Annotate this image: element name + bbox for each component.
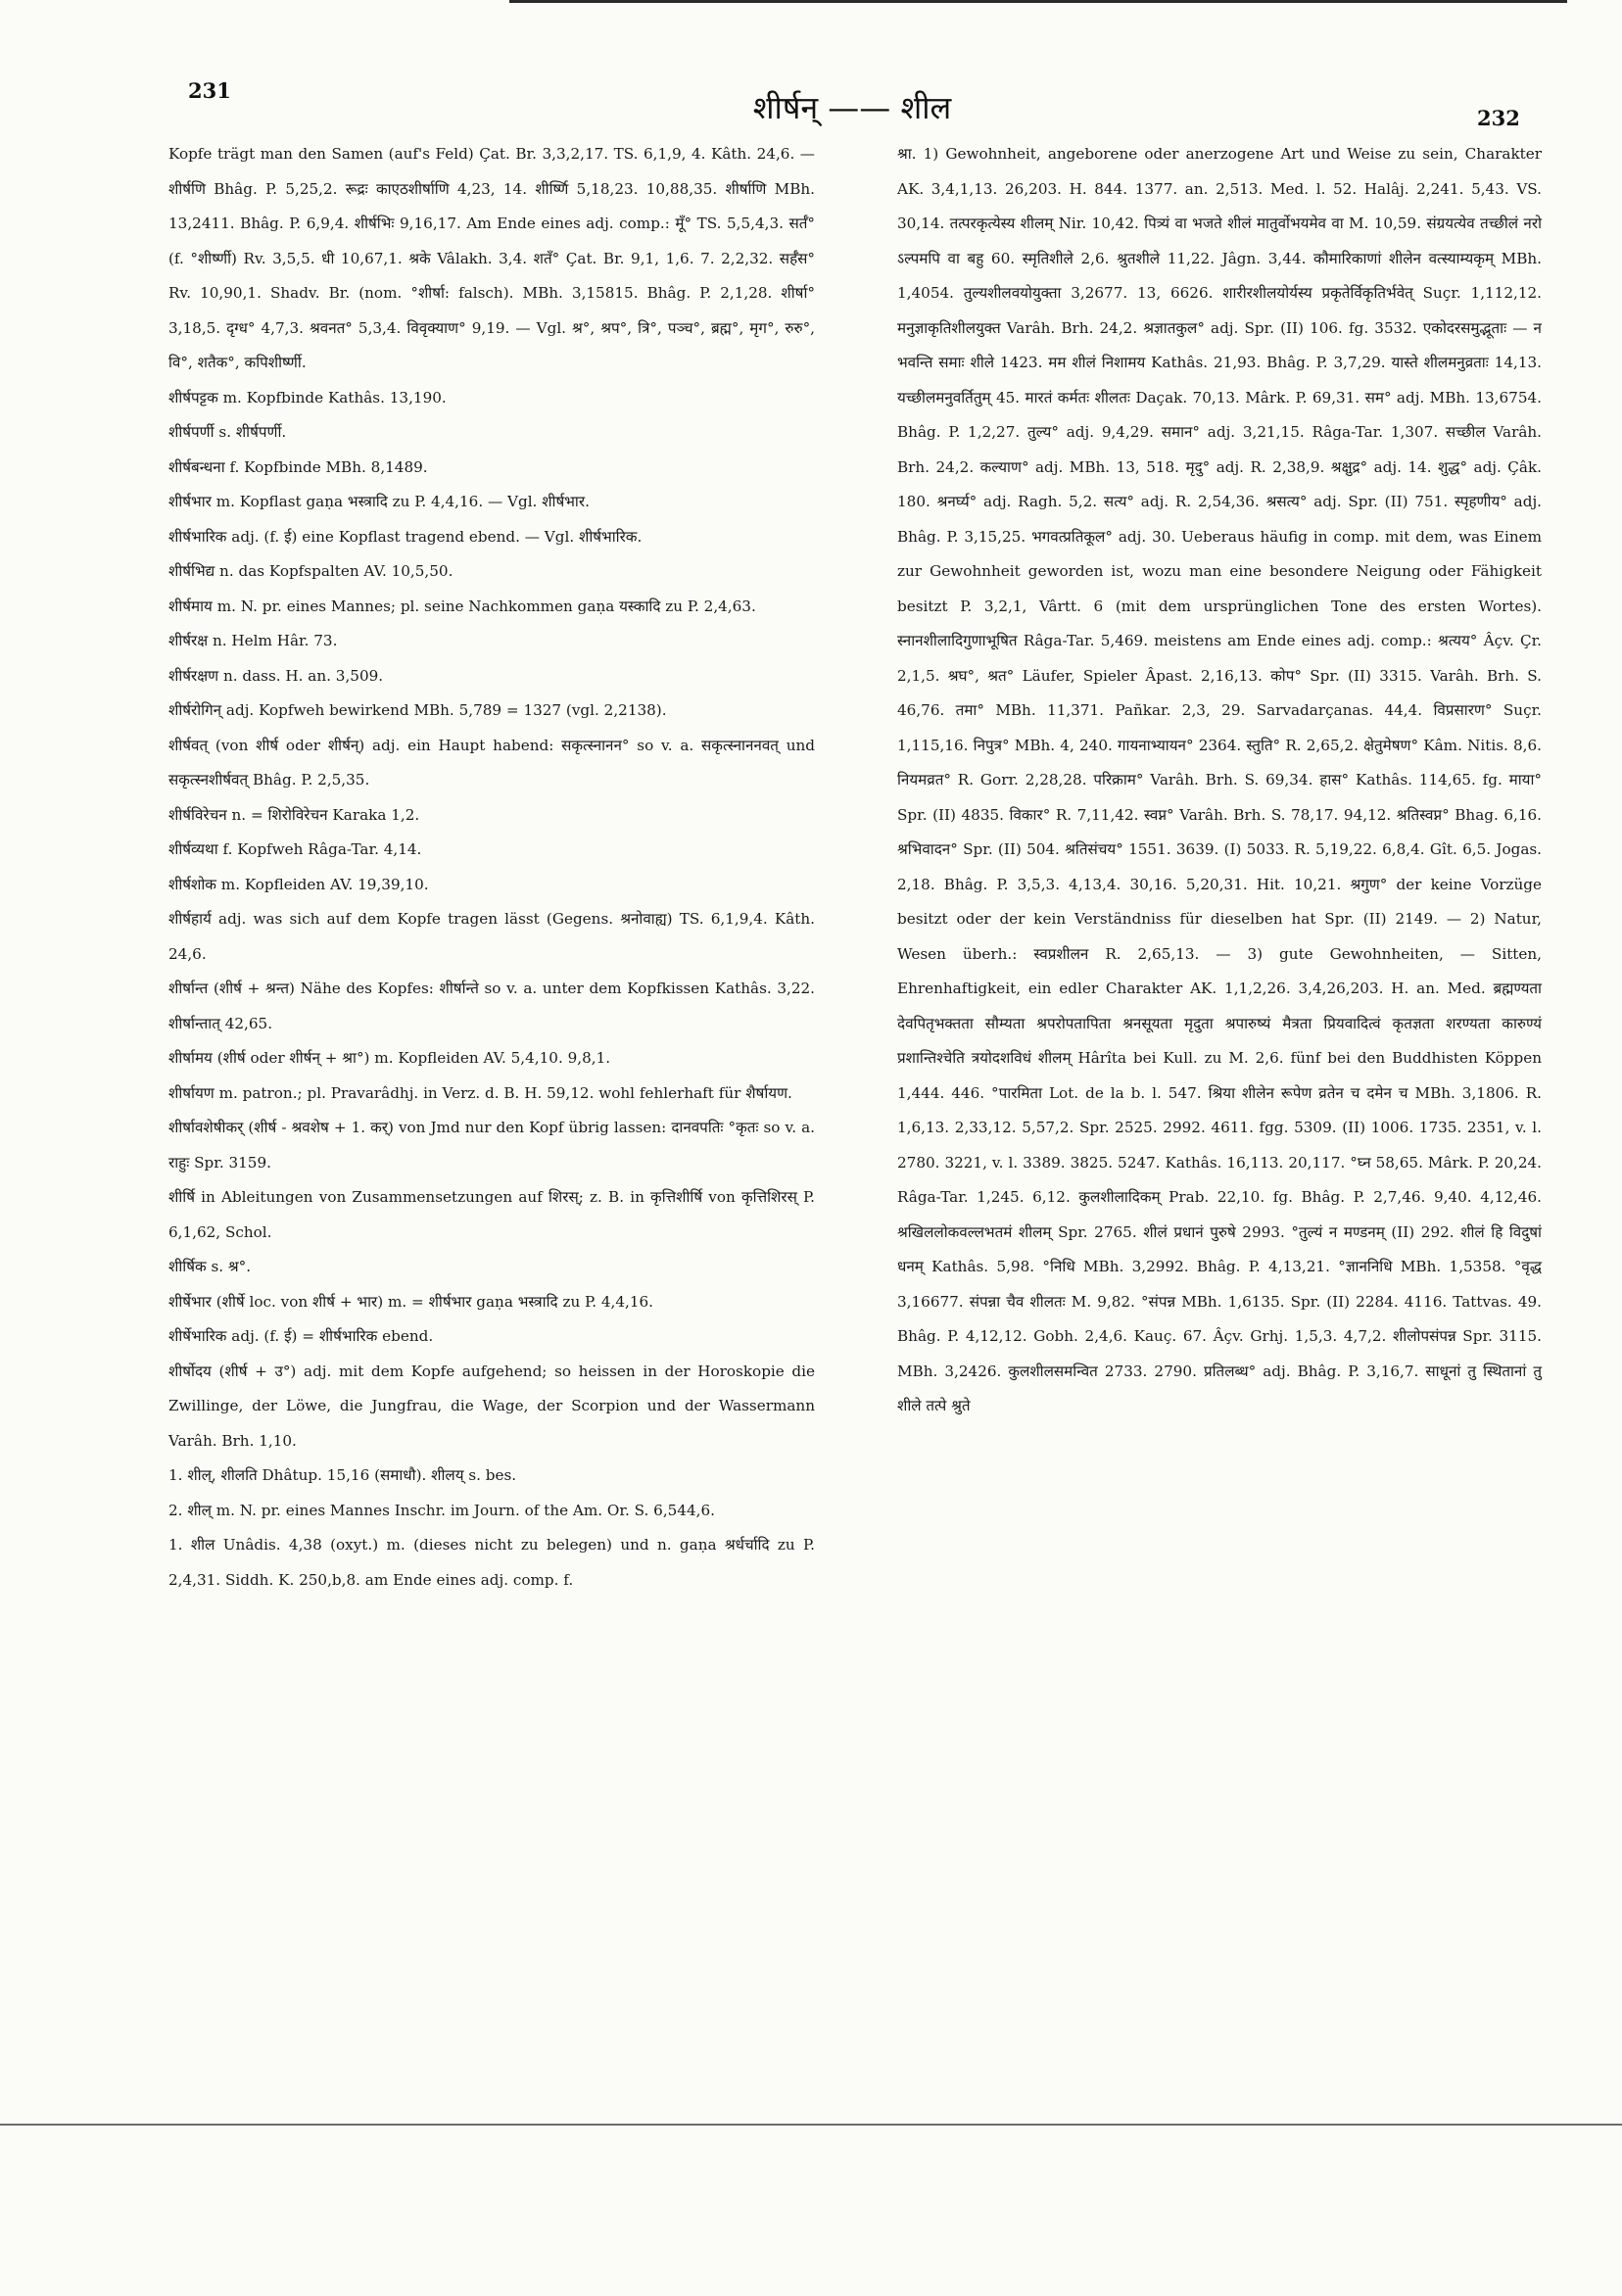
entry-paragraph: शीर्षरोगिन् adj. Kopfweh bewirkend MBh. 5,789 = 1327 (vgl. 2,2138). [168,701,667,719]
entry-paragraph: शीर्षेभारिक adj. (f. ई) = शीर्षभारिक ebend. [168,1327,434,1345]
entry-paragraph: शीर्षिक s. श्र°. [168,1258,252,1275]
entry-paragraph: शीर्षभारिक adj. (f. ई) eine Kopflast tragend ebend. — Vgl. शीर्षभारिक. [168,527,643,546]
entry-paragraph: 1. शील Unâdis. 4,38 (oxyt.) m. (dieses nicht zu belegen) und n. gaṇa श्रर्धर्चादि zu P. 2,4,31. Siddh. K. 250,b,8. am Ende eines adj. comp. f. [168,1536,815,1589]
right-column [897,137,1542,1424]
entry-paragraph: शीर्षायण m. patron.; pl. Pravarâdhj. in Verz. d. B. H. 59,12. wohl fehlerhaft für शैर्षायण. [168,1083,792,1102]
entry-paragraph: Kopfe trägt man den Samen (auf's Feld) Çat. Br. 3,3,2,17. TS. 6,1,9, 4. Kâth. 24,6. — शीर्षणि Bhâg. P. 5,25,2. रूद्रः काएठशीर्षाणि 4,23, 14. शीर्ष्णि 5,18,23. 10,88,35. शीर्षाणि MBh. 13,2411. Bhâg. P. 6,9,4. शीर्षभिः 9,16,17. Am Ende eines adj. comp.: मूँ° TS. 5,5,4,3. सर्तँ° (f. °शीर्ष्णी) Rv. 3,5,5. धी 10,67,1. श्रके Vâlakh. 3,4. शतँ° Çat. Br. 9,1, 1,6. 7. 2,2,32. सर्हँस° Rv. 10,90,1. Shadv. Br. (nom. °शीर्षा: falsch). MBh. 3,15815. Bhâg. P. 2,1,28. शीर्षा° 3,18,5. दृग्ध° 4,7,3. श्रवनत° 5,3,4. विवृक्याण° 9,19. — Vgl. श्र°, श्रप°, त्रि°, पञ्च°, ब्रह्म°, मृग°, रुरु°, वि°, शतैक°, कपिशीर्ष्णी. [168,145,815,371]
entry-paragraph: श्रा. 1) Gewohnheit, angeborene oder anerzogene Art und Weise zu sein, Charakter AK. 3,4,1,13. 26,203. H. 844. 1377. an. 2,513. Med. l. 52. Halâj. 2,241. 5,43. VS. 30,14. तत्परकृत्येस्य शीलम् Nir. 10,42. पित्र्यं वा भजते शीलं मातुर्वोभयमेव वा M. 10,59. संग्रयत्येव तच्छीलं नरो ऽल्पमपि वा बहु 60. स्मृतिशीले 2,6. श्रुतशीले 11,22. Jâgn. 3,44. कौमारिकाणां शीलेन वत्स्याम्यकृम् MBh. 1,4054. तुल्यशीलवयोयुक्ता 3,2677. 13, 6626. शारीरशीलयोर्यस्य प्रकृतेर्विकृतिर्भवेत् Suçr. 1,112,12. मनुज्ञाकृतिशीलयुक्त Varâh. Brh. 24,2. श्रज्ञातकुल° adj. Spr. (II) 106. fg. 3532. एकोदरसमुद्भूताः — न भवन्ति समाः शीले 1423. मम शीलं निशामय Kathâs. 21,93. Bhâg. P. 3,7,29. यास्ते शीलमनुव्रताः 14,13. यच्छीलमनुवर्तितुम् 45. मारतं कर्मतः शीलतः Daçak. 70,13. Mârk. P. 69,31. सम° adj. MBh. 13,6754. Bhâg. P. 1,2,27. तुल्य° adj. 9,4,29. समान° adj. 3,21,15. Râga-Tar. 1,307. सच्छील Varâh. Brh. 24,2. कल्याण° adj. MBh. 13, 518. मृदु° adj. R. 2,38,9. श्रक्षुद्र° adj. 14. शुद्ध° adj. Çâk. 180. श्रनर्घ्य° adj. Ragh. 5,2. सत्य° adj. R. 2,54,36. श्रसत्य° adj. Spr. (II) 751. स्पृहणीय° adj. Bhâg. P. 3,15,25. भगवत्प्रतिकूल° adj. 30. Ueberaus häufig in comp. mit dem, was Einem zur Gewohnheit geworden ist, wozu man eine besondere Neigung oder Fähigkeit besitzt P. 3,2,1, Vârtt. 6 (mit dem ursprünglichen Tone des ersten Wortes). स्नानशीलादिगुणाभूषित Râga-Tar. 5,469. meistens am Ende eines adj. comp.: श्रत्यय° Âçv. Çr. 2,1,5. श्रघ°, श्रत° Läufer, Spieler Âpast. 2,16,13. कोप° Spr. (II) 3315. Varâh. Brh. S. 46,76. तमा° MBh. 11,371. Pañkar. 2,3, 29. Sarvadarçanas. 44,4. विप्रसारण° Suçr. 1,115,16. निपुत्र° MBh. 4, 240. गायनाभ्यायन° 2364. स्तुति° R. 2,65,2. क्षेतुमेषण° Kâm. Nitis. 8,6. नियमव्रत° R. Gorr. 2,28,28. परिक्राम° Varâh. Brh. S. 69,34. हास° Kathâs. 114,65. fg. माया° Spr. (II) 4835. विकार° R. 7,11,42. स्वप्न° Varâh. Brh. S. 78,17. 94,12. श्रतिस्वप्न° Bhag. 6,16. श्रभिवादन° Spr. (II) 504. श्रतिसंचय° 1551. 3639. (I) 5033. R. 5,19,22. 6,8,4. Gît. 6,5. Jogas. 2,18. Bhâg. P. 3,5,3. 4,13,4. 30,16. 5,20,31. Hit. 10,21. श्रगुण° der keine Vorzüge besitzt oder der kein Verständniss für dieselben hat Spr. (II) 2149. — 2) Natur, Wesen überh.: स्वप्रशीलन R. 2,65,13. — 3) gute Gewohnheiten, — Sitten, Ehrenhaftigkeit, ein edler Charakter AK. 1,1,2,26. 3,4,26,203. H. an. Med. ब्रह्मण्यता देवपितृभक्तता सौम्यता श्रपरोपतापिता श्रनसूयता मृदुता श्रपारुष्यं मैत्रता प्रियवादित्वं कृतज्ञता शरण्यता कारुण्यं प्रशान्तिश्चेति त्रयोदशविधं शीलम् Hârîta bei Kull. zu M. 2,6. fünf bei den Buddhisten Köppen 1,444. 446. °पारमिता Lot. de la b. l. 547. श्रिया शीलेन रूपेण व्रतेन च दमेन च MBh. 3,1806. R. 1,6,13. 2,33,12. 5,57,2. Spr. 2525. 2992. 4611. fgg. 5309. (II) 1006. 1735. 2351, v. l. 2780. 3221, v. l. 3389. 3825. 5247. Kathâs. 16,113. 20,117. °घ्न 58,65. Mârk. P. 20,24. Râga-Tar. 1,245. 6,12. कुलशीलादिकम् Prab. 22,10. fg. Bhâg. P. 2,7,46. 9,40. 4,12,46. श्रखिललोकवल्लभतमं शीलम् Spr. 2765. शीलं प्रधानं पुरुषे 2993. °तुल्यं न मण्डनम् (II) 292. शीलं हि विदुषां धनम् Kathâs. 5,98. °निधि MBh. 3,2992. Bhâg. P. 4,13,21. °ज्ञाननिधि MBh. 1,5358. °वृद्ध 3,16677. संपन्ना चैव शीलतः M. 9,82. °संपन्न MBh. 1,6135. Spr. (II) 2284. 4116. Tattvas. 49. Bhâg. P. 4,12,12. Gobh. 2,4,6. Kauç. 67. Âçv. Grhj. 1,5,3. 4,7,2. शीलोपसंपन्न Spr. 3115. MBh. 3,2426. कुलशीलसमन्वित 2733. 2790. प्रतिलब्ध° adj. Bhâg. P. 3,16,7. साधूनां तु स्थितानां तु शीले तत्पे श्रुते [897,145,1542,1414]
entry-paragraph: शीर्षोदय (शीर्ष + उ°) adj. mit dem Kopfe aufgehend; so heissen in der Horoskopie die Zwillinge, der Löwe, die Jungfrau, die Wage, der Scorpion und der Wassermann Varâh. Brh. 1,10. [168,1362,815,1450]
entry-paragraph: शीर्षरक्ष n. Helm Hâr. 73. [168,632,338,649]
bottom-rule [0,2124,1622,2126]
entry-paragraph: शीर्षेभार (शीर्षे loc. von शीर्ष + भार) m. = शीर्षभार gaṇa भस्त्रादि zu P. 4,4,16. [168,1292,653,1311]
entry-paragraph: 2. शील् m. N. pr. eines Mannes Inschr. im Journ. of the Am. Or. S. 6,544,6. [168,1501,715,1519]
entry-paragraph: शीर्षव्यथा f. Kopfweh Râga-Tar. 4,14. [168,840,422,858]
entry-paragraph: शीर्षान्त (शीर्ष + श्रन्त) Nähe des Kopfes: शीर्षान्ते so v. a. unter dem Kopfkissen Kathâs. 3,22. शीर्षान्तात् 42,65. [168,980,815,1032]
entry-paragraph: शीर्षावशेषीकर् (शीर्ष - श्रवशेष + 1. कर्) von Jmd nur den Kopf übrig lassen: दानवपतिः °कृतः so v. a. राहुः Spr. 3159. [168,1119,815,1172]
entry-paragraph: शीर्षि in Ableitungen von Zusammensetzungen auf शिरस्; z. B. in कृत्तिशीर्षि von कृत्तिशिरस् P. 6,1,62, Schol. [168,1188,815,1241]
entry-paragraph: शीर्षबन्धना f. Kopfbinde MBh. 8,1489. [168,457,428,476]
top-rule [509,0,1567,3]
entry-paragraph: शीर्षमाय m. N. pr. eines Mannes; pl. seine Nachkommen gaṇa यस्कादि zu P. 2,4,63. [168,597,756,615]
page-number-right: 232 [1477,106,1520,130]
running-head: शीर्षन् —— शील [752,89,952,126]
entry-paragraph: शीर्षहार्य adj. was sich auf dem Kopfe tragen lässt (Gegens. श्रनोवाह्य) TS. 6,1,9,4. Kâth. 24,6. [168,910,815,963]
entry-paragraph: शीर्षामय (शीर्ष oder शीर्षन् + श्रा°) m. Kopfleiden AV. 5,4,10. 9,8,1. [168,1049,611,1067]
left-column [168,137,815,1598]
entry-paragraph: शीर्षविरेचन n. = शिरोविरेचन Karaka 1,2. [168,805,420,824]
entry-paragraph: शीर्षवत् (von शीर्ष oder शीर्षन्) adj. ein Haupt habend: सकृत्स्नानन° so v. a. सकृत्स्नाननवत् und सकृत्स्नशीर्षवत् Bhâg. P. 2,5,35. [168,736,815,789]
entry-paragraph: 1. शील्, शीलति Dhâtup. 15,16 (समाधौ). शीलय् s. bes. [168,1466,517,1484]
entry-paragraph: शीर्षरक्षण n. dass. H. an. 3,509. [168,666,384,685]
entry-paragraph: शीर्षभिद्य n. das Kopfspalten AV. 10,5,50. [168,562,453,580]
page-number-left: 231 [188,78,231,103]
entry-paragraph: शीर्षपट्टक m. Kopfbinde Kathâs. 13,190. [168,388,447,407]
entry-paragraph: शीर्षपर्णी s. शीर्षपर्णी. [168,423,287,441]
entry-paragraph: शीर्षशोक m. Kopfleiden AV. 19,39,10. [168,875,429,893]
entry-paragraph: शीर्षभार m. Kopflast gaṇa भस्त्रादि zu P. 4,4,16. — Vgl. शीर्षभार. [168,493,590,510]
